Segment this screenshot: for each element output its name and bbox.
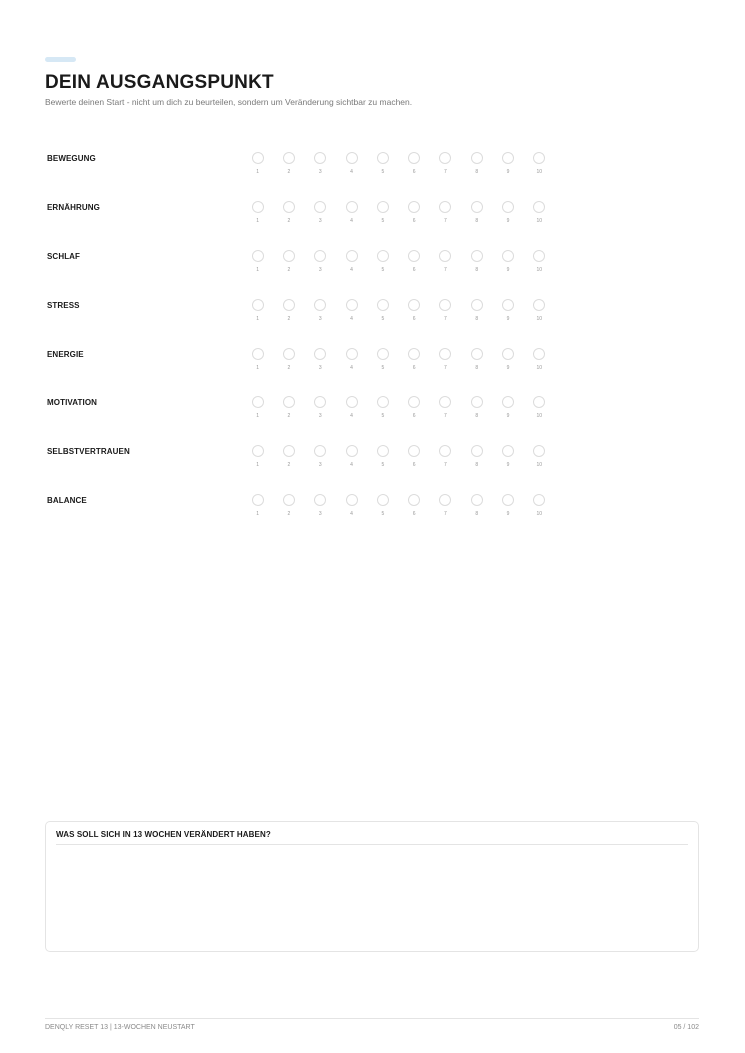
rating-number: 3 bbox=[318, 511, 322, 518]
rating-row bbox=[47, 396, 567, 445]
rating-option[interactable] bbox=[398, 152, 429, 175]
rating-option[interactable] bbox=[336, 396, 367, 419]
rating-option[interactable] bbox=[430, 396, 461, 419]
rating-label: BEWEGUNG bbox=[47, 154, 96, 163]
rating-option[interactable] bbox=[336, 348, 367, 371]
rating-number: 4 bbox=[350, 315, 353, 322]
rating-circle[interactable] bbox=[346, 299, 358, 311]
rating-number: 7 bbox=[444, 364, 447, 371]
rating-circle[interactable] bbox=[533, 152, 545, 164]
rating-circle[interactable] bbox=[471, 494, 483, 506]
rating-number: 8 bbox=[475, 266, 479, 273]
rating-number: 10 bbox=[536, 217, 543, 224]
rating-option[interactable] bbox=[492, 348, 523, 371]
rating-option[interactable] bbox=[242, 396, 273, 419]
rating-option[interactable] bbox=[336, 299, 367, 322]
rating-number: 3 bbox=[318, 413, 322, 420]
rating-option[interactable] bbox=[492, 152, 523, 175]
rating-circle[interactable] bbox=[502, 201, 514, 213]
rating-circle[interactable] bbox=[533, 445, 545, 457]
rating-option[interactable] bbox=[273, 348, 304, 371]
rating-option[interactable] bbox=[336, 201, 367, 224]
rating-option[interactable] bbox=[430, 152, 461, 175]
rating-circle[interactable] bbox=[346, 396, 358, 408]
rating-circle[interactable] bbox=[346, 250, 358, 262]
rating-number: 8 bbox=[475, 413, 479, 420]
rating-option[interactable] bbox=[524, 494, 555, 517]
rating-circle[interactable] bbox=[408, 494, 420, 506]
rating-number: 9 bbox=[506, 169, 510, 175]
rating-circle[interactable] bbox=[377, 152, 389, 164]
rating-number: 8 bbox=[475, 462, 479, 469]
rating-scale bbox=[242, 152, 555, 175]
rating-option[interactable] bbox=[492, 250, 523, 273]
rating-scale bbox=[242, 494, 555, 517]
rating-option[interactable] bbox=[367, 250, 398, 273]
rating-row bbox=[47, 299, 567, 348]
rating-option[interactable] bbox=[273, 201, 304, 224]
rating-number: 1 bbox=[256, 364, 260, 371]
footer-brand: DENQLY RESET 13 | 13-WOCHEN NEUSTART bbox=[45, 1024, 195, 1031]
rating-row bbox=[47, 152, 567, 201]
rating-number: 9 bbox=[506, 217, 510, 224]
rating-circle[interactable] bbox=[533, 201, 545, 213]
rating-option[interactable] bbox=[242, 152, 273, 175]
rating-circle[interactable] bbox=[377, 445, 389, 457]
rating-option[interactable] bbox=[242, 250, 273, 273]
rating-circle[interactable] bbox=[439, 494, 451, 506]
rating-number: 5 bbox=[381, 315, 385, 322]
rating-option[interactable] bbox=[492, 396, 523, 419]
rating-number: 5 bbox=[381, 511, 385, 518]
rating-number: 9 bbox=[506, 315, 510, 322]
rating-circle[interactable] bbox=[252, 299, 264, 311]
rating-option[interactable] bbox=[305, 299, 336, 322]
rating-scale bbox=[242, 299, 555, 322]
rating-number: 3 bbox=[318, 315, 322, 322]
rating-option[interactable] bbox=[461, 348, 492, 371]
rating-number: 10 bbox=[536, 266, 543, 273]
rating-option[interactable] bbox=[273, 152, 304, 175]
rating-circle[interactable] bbox=[314, 348, 326, 360]
rating-number: 7 bbox=[444, 169, 447, 175]
rating-number: 1 bbox=[256, 217, 260, 224]
rating-scale bbox=[242, 348, 555, 371]
rating-option[interactable] bbox=[273, 445, 304, 468]
rating-option[interactable] bbox=[430, 299, 461, 322]
notes-box[interactable] bbox=[45, 821, 699, 952]
rating-number: 4 bbox=[350, 413, 353, 420]
rating-circle[interactable] bbox=[252, 494, 264, 506]
rating-circle[interactable] bbox=[533, 299, 545, 311]
rating-circle[interactable] bbox=[346, 494, 358, 506]
rating-circle[interactable] bbox=[502, 152, 514, 164]
rating-circle[interactable] bbox=[314, 250, 326, 262]
rating-circle[interactable] bbox=[408, 201, 420, 213]
rating-circle[interactable] bbox=[439, 299, 451, 311]
rating-circle[interactable] bbox=[346, 152, 358, 164]
rating-option[interactable] bbox=[398, 396, 429, 419]
rating-circle[interactable] bbox=[408, 396, 420, 408]
rating-number: 3 bbox=[318, 364, 322, 371]
rating-option[interactable] bbox=[242, 201, 273, 224]
rating-circle[interactable] bbox=[346, 445, 358, 457]
rating-circle[interactable] bbox=[314, 299, 326, 311]
rating-circle[interactable] bbox=[533, 348, 545, 360]
rating-number: 5 bbox=[381, 364, 385, 371]
rating-row bbox=[47, 250, 567, 299]
rating-number: 8 bbox=[475, 217, 479, 224]
rating-circle[interactable] bbox=[533, 494, 545, 506]
rating-label: ERNÄHRUNG bbox=[47, 202, 100, 212]
rating-label: STRESS bbox=[47, 300, 80, 310]
rating-option[interactable] bbox=[242, 348, 273, 371]
rating-number: 10 bbox=[536, 462, 543, 469]
rating-number: 1 bbox=[256, 413, 260, 420]
rating-number: 7 bbox=[444, 217, 447, 224]
rating-option[interactable] bbox=[524, 299, 555, 322]
rating-option[interactable] bbox=[305, 348, 336, 371]
rating-option[interactable] bbox=[430, 494, 461, 517]
rating-number: 3 bbox=[318, 462, 322, 469]
rating-number: 7 bbox=[444, 266, 447, 273]
rating-circle[interactable] bbox=[471, 201, 483, 213]
rating-circle[interactable] bbox=[314, 152, 326, 164]
rating-number: 9 bbox=[506, 462, 510, 469]
rating-option[interactable] bbox=[492, 445, 523, 468]
rating-option[interactable] bbox=[367, 348, 398, 371]
rating-circle[interactable] bbox=[252, 396, 264, 408]
rating-number: 4 bbox=[350, 511, 353, 518]
rating-label: ENERGIE bbox=[47, 349, 84, 359]
rating-number: 6 bbox=[412, 266, 416, 273]
rating-number: 8 bbox=[475, 364, 479, 371]
rating-option[interactable] bbox=[273, 299, 304, 322]
rating-option[interactable] bbox=[524, 152, 555, 175]
rating-option[interactable] bbox=[273, 494, 304, 517]
rating-circle[interactable] bbox=[283, 152, 295, 164]
rating-number: 1 bbox=[256, 266, 260, 273]
rating-circle[interactable] bbox=[471, 152, 483, 164]
notes-divider bbox=[56, 844, 688, 845]
rating-option[interactable] bbox=[242, 494, 273, 517]
rating-option[interactable] bbox=[367, 494, 398, 517]
rating-circle[interactable] bbox=[439, 445, 451, 457]
page-number: 05 / 102 bbox=[673, 1024, 699, 1031]
rating-circle[interactable] bbox=[252, 152, 264, 164]
rating-number: 5 bbox=[381, 266, 385, 273]
notes-writing-area[interactable] bbox=[56, 848, 688, 943]
rating-circle[interactable] bbox=[314, 445, 326, 457]
rating-number: 2 bbox=[287, 169, 291, 175]
rating-option[interactable] bbox=[305, 445, 336, 468]
rating-circle[interactable] bbox=[471, 396, 483, 408]
rating-option[interactable] bbox=[398, 494, 429, 517]
rating-number: 6 bbox=[412, 315, 416, 322]
rating-number: 2 bbox=[287, 511, 291, 518]
rating-circle[interactable] bbox=[471, 445, 483, 457]
rating-option[interactable] bbox=[430, 201, 461, 224]
rating-circle[interactable] bbox=[346, 201, 358, 213]
rating-number: 10 bbox=[536, 511, 543, 518]
rating-number: 6 bbox=[412, 413, 416, 420]
rating-option[interactable] bbox=[461, 201, 492, 224]
rating-number: 7 bbox=[444, 315, 447, 322]
rating-circle[interactable] bbox=[283, 201, 295, 213]
rating-number: 2 bbox=[287, 315, 291, 322]
rating-option[interactable] bbox=[242, 299, 273, 322]
rating-option[interactable] bbox=[461, 494, 492, 517]
rating-circle[interactable] bbox=[283, 250, 295, 262]
rating-circle[interactable] bbox=[377, 494, 389, 506]
rating-number: 2 bbox=[287, 364, 291, 371]
rating-number: 6 bbox=[412, 217, 416, 224]
rating-number: 2 bbox=[287, 462, 291, 469]
rating-circle[interactable] bbox=[408, 250, 420, 262]
rating-number: 4 bbox=[350, 217, 353, 224]
page-subtitle: Bewerte deinen Start - nicht um dich zu beurteilen, sondern um Veränderung sichtbar zu machen. bbox=[45, 97, 413, 107]
rating-number: 9 bbox=[506, 511, 510, 518]
rating-option[interactable] bbox=[336, 152, 367, 175]
rating-circle[interactable] bbox=[471, 299, 483, 311]
rating-number: 3 bbox=[318, 169, 322, 175]
rating-option[interactable] bbox=[524, 396, 555, 419]
rating-row bbox=[47, 494, 567, 543]
rating-number: 4 bbox=[350, 169, 353, 175]
rating-option[interactable] bbox=[492, 299, 523, 322]
accent-bar bbox=[45, 57, 76, 62]
rating-option[interactable] bbox=[273, 250, 304, 273]
rating-option[interactable] bbox=[367, 299, 398, 322]
rating-circle[interactable] bbox=[439, 201, 451, 213]
rating-circle[interactable] bbox=[314, 396, 326, 408]
rating-option[interactable] bbox=[305, 250, 336, 273]
rating-option[interactable] bbox=[305, 494, 336, 517]
rating-circle[interactable] bbox=[439, 152, 451, 164]
rating-option[interactable] bbox=[398, 445, 429, 468]
rating-label: SCHLAF bbox=[47, 251, 81, 261]
rating-list bbox=[47, 152, 567, 543]
rating-circle[interactable] bbox=[314, 201, 326, 213]
rating-number: 2 bbox=[287, 413, 291, 420]
rating-circle[interactable] bbox=[502, 445, 514, 457]
rating-scale bbox=[242, 201, 555, 224]
rating-option[interactable] bbox=[398, 250, 429, 273]
rating-circle[interactable] bbox=[283, 445, 295, 457]
rating-circle[interactable] bbox=[377, 201, 389, 213]
rating-option[interactable] bbox=[367, 152, 398, 175]
rating-number: 10 bbox=[536, 315, 543, 322]
rating-row bbox=[47, 445, 567, 494]
rating-number: 6 bbox=[412, 511, 416, 518]
rating-number: 1 bbox=[256, 462, 260, 469]
rating-circle[interactable] bbox=[502, 494, 514, 506]
rating-circle[interactable] bbox=[377, 299, 389, 311]
rating-circle[interactable] bbox=[502, 396, 514, 408]
rating-option[interactable] bbox=[398, 201, 429, 224]
rating-number: 6 bbox=[412, 462, 416, 469]
page-title: DEIN AUSGANGSPUNKT bbox=[45, 72, 274, 93]
rating-circle[interactable] bbox=[439, 250, 451, 262]
rating-option[interactable] bbox=[461, 396, 492, 419]
rating-number: 7 bbox=[444, 413, 447, 420]
rating-circle[interactable] bbox=[439, 348, 451, 360]
rating-number: 1 bbox=[256, 511, 260, 518]
rating-number: 7 bbox=[444, 462, 447, 469]
rating-label: SELBSTVERTRAUEN bbox=[47, 447, 130, 457]
rating-option[interactable] bbox=[273, 396, 304, 419]
rating-option[interactable] bbox=[367, 445, 398, 468]
rating-number: 6 bbox=[412, 364, 416, 371]
rating-circle[interactable] bbox=[252, 348, 264, 360]
rating-option[interactable] bbox=[524, 348, 555, 371]
rating-option[interactable] bbox=[430, 348, 461, 371]
rating-number: 4 bbox=[350, 266, 353, 273]
rating-circle[interactable] bbox=[408, 152, 420, 164]
rating-option[interactable] bbox=[461, 445, 492, 468]
footer-divider bbox=[45, 1018, 699, 1019]
rating-circle[interactable] bbox=[283, 299, 295, 311]
rating-number: 2 bbox=[287, 217, 291, 224]
rating-number: 1 bbox=[256, 315, 260, 322]
rating-number: 3 bbox=[318, 217, 322, 224]
rating-number: 5 bbox=[381, 462, 385, 469]
rating-number: 2 bbox=[287, 266, 291, 273]
rating-option[interactable] bbox=[461, 250, 492, 273]
rating-number: 1 bbox=[256, 169, 260, 175]
rating-circle[interactable] bbox=[533, 396, 545, 408]
rating-option[interactable] bbox=[336, 445, 367, 468]
rating-circle[interactable] bbox=[408, 348, 420, 360]
rating-number: 9 bbox=[506, 413, 510, 420]
rating-option[interactable] bbox=[398, 348, 429, 371]
rating-number: 8 bbox=[475, 169, 479, 175]
rating-circle[interactable] bbox=[377, 250, 389, 262]
rating-label: BALANCE bbox=[47, 496, 87, 506]
rating-number: 5 bbox=[381, 413, 385, 420]
rating-circle[interactable] bbox=[252, 250, 264, 262]
rating-circle[interactable] bbox=[283, 494, 295, 506]
rating-number: 10 bbox=[536, 364, 543, 371]
rating-option[interactable] bbox=[524, 445, 555, 468]
rating-option[interactable] bbox=[430, 445, 461, 468]
rating-option[interactable] bbox=[305, 201, 336, 224]
rating-option[interactable] bbox=[242, 445, 273, 468]
rating-label: MOTIVATION bbox=[47, 398, 98, 408]
rating-option[interactable] bbox=[367, 201, 398, 224]
rating-number: 10 bbox=[536, 169, 543, 175]
rating-option[interactable] bbox=[305, 152, 336, 175]
rating-number: 7 bbox=[444, 511, 447, 518]
rating-option[interactable] bbox=[492, 201, 523, 224]
rating-number: 3 bbox=[318, 266, 322, 273]
rating-circle[interactable] bbox=[533, 250, 545, 262]
rating-option[interactable] bbox=[524, 250, 555, 273]
rating-circle[interactable] bbox=[283, 348, 295, 360]
rating-option[interactable] bbox=[305, 396, 336, 419]
rating-number: 10 bbox=[536, 413, 543, 420]
rating-row bbox=[47, 201, 567, 250]
rating-circle[interactable] bbox=[502, 348, 514, 360]
rating-circle[interactable] bbox=[471, 348, 483, 360]
rating-number: 6 bbox=[412, 169, 416, 175]
rating-circle[interactable] bbox=[252, 445, 264, 457]
rating-row bbox=[47, 348, 567, 397]
rating-option[interactable] bbox=[336, 250, 367, 273]
rating-number: 4 bbox=[350, 364, 353, 371]
rating-circle[interactable] bbox=[502, 250, 514, 262]
rating-number: 4 bbox=[350, 462, 353, 469]
rating-scale bbox=[242, 445, 555, 468]
rating-circle[interactable] bbox=[377, 396, 389, 408]
rating-option[interactable] bbox=[461, 299, 492, 322]
rating-number: 8 bbox=[475, 315, 479, 322]
rating-circle[interactable] bbox=[283, 396, 295, 408]
rating-circle[interactable] bbox=[346, 348, 358, 360]
rating-number: 5 bbox=[381, 217, 385, 224]
rating-option[interactable] bbox=[524, 201, 555, 224]
rating-number: 5 bbox=[381, 169, 385, 175]
rating-circle[interactable] bbox=[408, 299, 420, 311]
notes-title: WAS SOLL SICH IN 13 WOCHEN VERÄNDERT HABEN? bbox=[56, 830, 271, 839]
rating-circle[interactable] bbox=[408, 445, 420, 457]
rating-option[interactable] bbox=[461, 152, 492, 175]
rating-option[interactable] bbox=[367, 396, 398, 419]
rating-option[interactable] bbox=[336, 494, 367, 517]
rating-circle[interactable] bbox=[471, 250, 483, 262]
rating-scale bbox=[242, 396, 555, 419]
rating-circle[interactable] bbox=[502, 299, 514, 311]
rating-option[interactable] bbox=[430, 250, 461, 273]
rating-circle[interactable] bbox=[439, 396, 451, 408]
rating-circle[interactable] bbox=[314, 494, 326, 506]
rating-option[interactable] bbox=[398, 299, 429, 322]
rating-number: 9 bbox=[506, 364, 510, 371]
rating-circle[interactable] bbox=[252, 201, 264, 213]
rating-option[interactable] bbox=[492, 494, 523, 517]
rating-number: 8 bbox=[475, 511, 479, 518]
rating-number: 9 bbox=[506, 266, 510, 273]
rating-circle[interactable] bbox=[377, 348, 389, 360]
rating-scale bbox=[242, 250, 555, 273]
